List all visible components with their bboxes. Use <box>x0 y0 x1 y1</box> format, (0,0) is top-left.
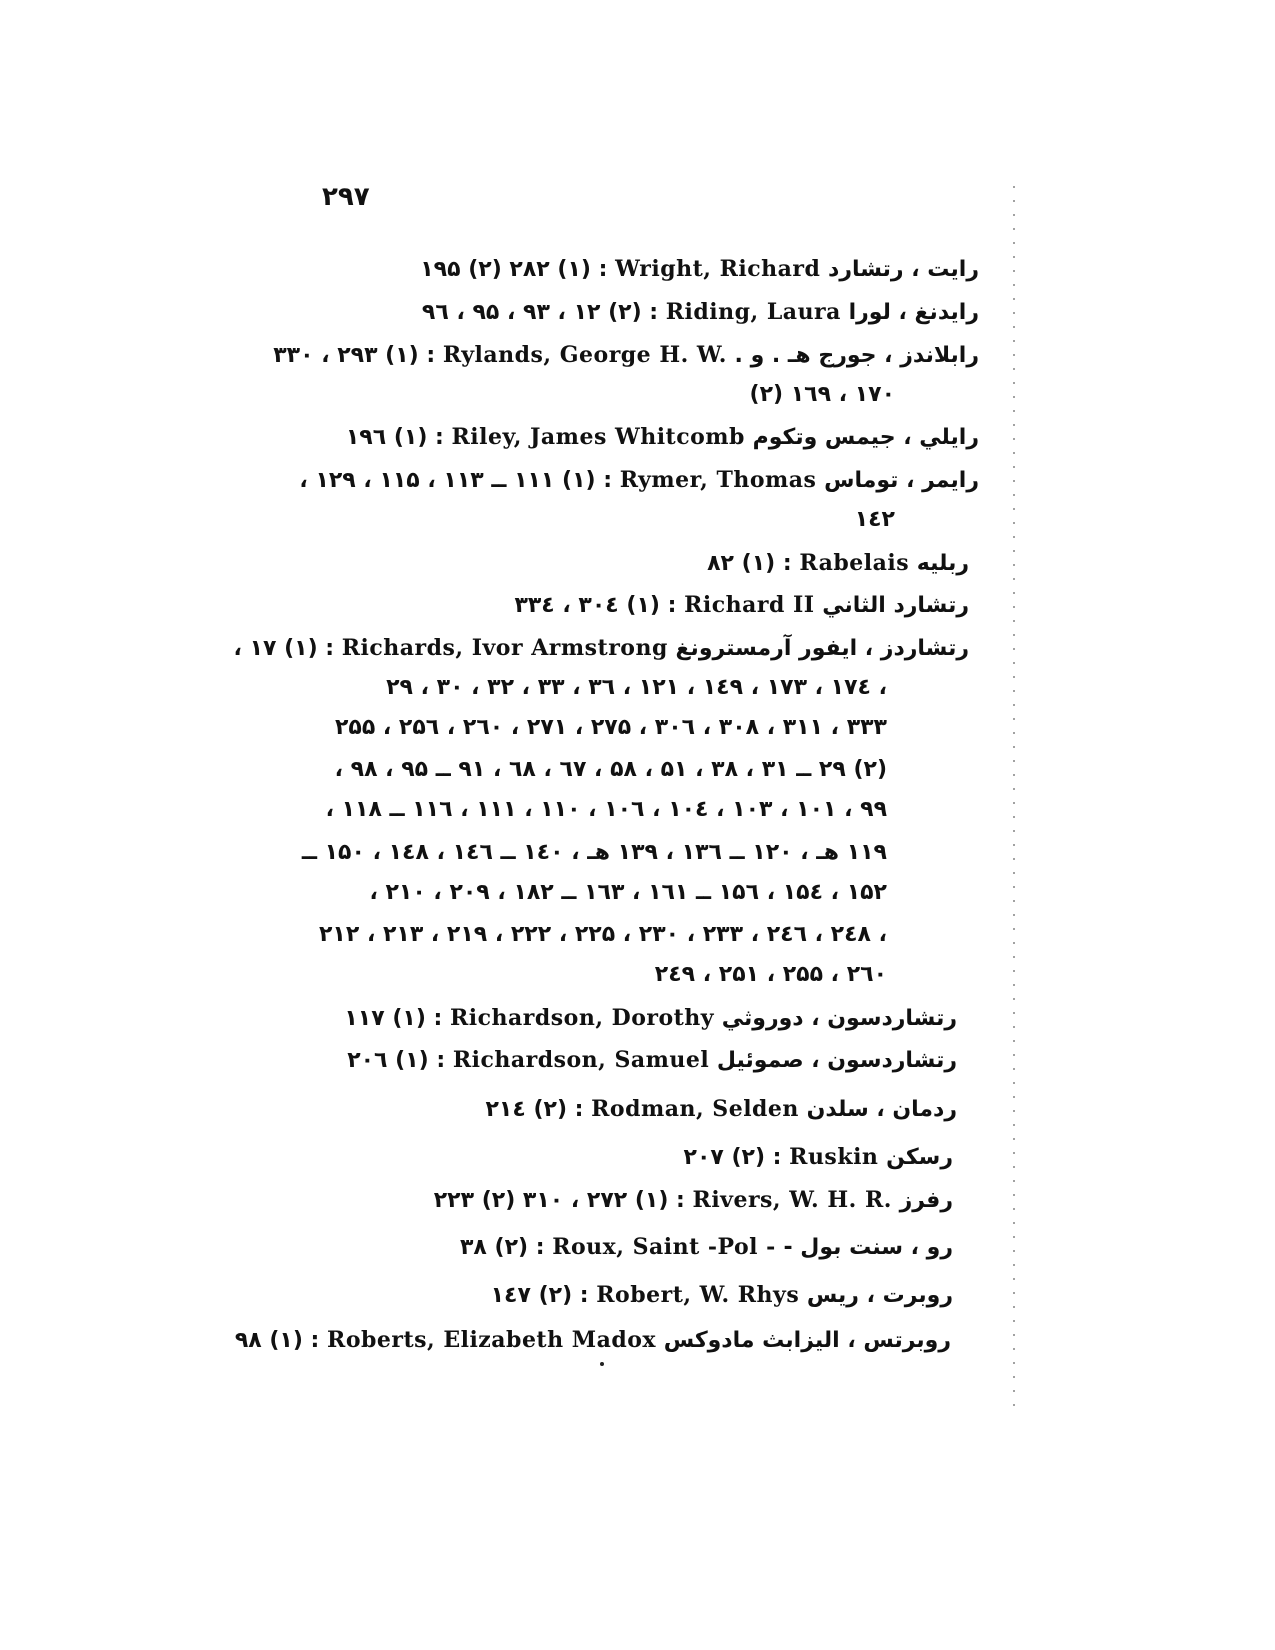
entry-refs: : (۱) ۲۰٦ <box>347 1048 446 1073</box>
entry-refs-continued: (۲) ۲۹ ــ ۳۱ ، ۳۸ ، ۵۱ ، ۵۸ ، ٦۷ ، ٦۸ ، ۹۱ ــ ۹۵ ، ۹۸ ، <box>334 757 887 782</box>
entry-refs: : (۱) ۲۸۲ (۲) ۱۹۵ <box>420 257 608 282</box>
index-entry-riding <box>422 297 979 328</box>
index-entry-rymer <box>299 465 979 496</box>
index-entry-richardson-dorothy <box>344 1003 957 1034</box>
entry-refs: : (۲) ۳۸ <box>460 1235 545 1260</box>
index-entry-roberts <box>235 1325 951 1356</box>
entry-refs-continued: ۲۹ ، ۳۰ ، ۳۲ ، ۳۳ ، ۳٦ ، ۱۲۱ ، ۱٤۹ ، ۱۷۳ ، ۱۷٤ ، <box>386 675 887 700</box>
entry-arabic-name: رايدنغ ، لورا <box>848 300 979 325</box>
index-entry-rylands <box>273 340 979 371</box>
entry-refs: : (۱) ۱۷ ، <box>233 636 335 661</box>
entry-latin-name: Roberts, Elizabeth Madox <box>327 1327 657 1353</box>
entry-latin-name: Richardson, Samuel <box>452 1047 710 1073</box>
entry-refs-continued: ۲۵۵ ، ۲۵٦ ، ۲٦۰ ، ۲۷۱ ، ۲۷۵ ، ۳۰٦ ، ۳۰۸ ، ۳۱۱ ، ۳۳۳ <box>334 715 887 740</box>
entry-refs-continued: ۲۱۲ ، ۲۱۳ ، ۲۱۹ ، ۲۲۲ ، ۲۲۵ ، ۲۳۰ ، ۲۳۳ ، ۲٤٦ ، ۲٤۸ ، <box>319 922 887 947</box>
entry-arabic-name: رفرز <box>899 1188 953 1213</box>
index-entry-richard-ii <box>514 590 969 621</box>
entry-arabic-name: رو ، سنت بول - <box>783 1235 953 1260</box>
index-entry-continuation <box>386 673 887 703</box>
entry-latin-name: Rymer, Thomas <box>619 467 817 493</box>
index-entry-rivers <box>434 1185 953 1216</box>
index-entry-continuation <box>335 755 887 785</box>
entry-latin-name: Richard II <box>684 592 815 618</box>
entry-refs: : (۱) ۱۱۷ <box>344 1006 443 1031</box>
index-entry-continuation <box>750 380 895 410</box>
entry-latin-name: Riley, James Whitcomb <box>451 424 745 450</box>
index-entry-rodman <box>485 1094 957 1125</box>
entry-arabic-name: رتشاردز ، ايفور آرمسترونغ <box>675 636 969 661</box>
entry-arabic-name: رايمر ، توماس <box>824 468 979 493</box>
entry-latin-name: Richardson, Dorothy <box>450 1005 715 1031</box>
entry-refs-continued: (۲) ۱٦۹ ، ۱۷۰ <box>749 382 895 407</box>
entry-refs: : (۱) ۸۲ <box>707 551 792 576</box>
index-entry-richardson-samuel <box>347 1045 957 1076</box>
index-entry-rabelais <box>707 548 969 579</box>
entry-arabic-name: رابلاندز ، جورج هـ . و . <box>734 343 979 368</box>
entry-arabic-name: روبرت ، ريس <box>806 1283 953 1308</box>
stray-dot <box>600 1362 604 1366</box>
entry-latin-name: Ruskin <box>789 1144 879 1170</box>
entry-refs: : (۱) ۲۹۳ ، ۳۳۰ <box>273 343 436 368</box>
entry-refs: : (۱) ۱۹٦ <box>345 425 444 450</box>
entry-refs: : (۱) ۱۱۱ ــ ۱۱۳ ، ۱۱۵ ، ۱۲۹ ، <box>299 468 613 493</box>
index-entry-wright <box>420 254 979 285</box>
index-entry-continuation <box>369 878 887 908</box>
entry-arabic-name: رتشاردسون ، صموئيل <box>716 1048 957 1073</box>
entry-latin-name: Rylands, George H. W. <box>442 342 727 368</box>
entry-arabic-name: رتشاردسون ، دوروثي <box>721 1006 957 1031</box>
entry-latin-name: Rivers, W. H. R. <box>692 1187 892 1213</box>
entry-refs: : (۱) ۹۸ <box>234 1328 320 1353</box>
entry-refs-continued: ۹۹ ، ۱۰۱ ، ۱۰۳ ، ۱۰٤ ، ۱۰٦ ، ۱۱۰ ، ۱۱۱ ، ۱۱٦ ــ ۱۱۸ ، <box>325 797 887 822</box>
entry-latin-name: Robert, W. Rhys <box>596 1282 800 1308</box>
index-entry-richards <box>234 633 969 664</box>
entry-arabic-name: روبرتس ، اليزابث مادوكس <box>663 1328 951 1353</box>
entry-refs-continued: ۱۵۲ ، ۱۵٤ ، ۱۵٦ ــ ۱٦۱ ، ۱٦۳ ــ ۱۸۲ ، ۲۰۹ ، ۲۱۰ ، <box>369 880 887 905</box>
index-entry-robert <box>491 1280 953 1311</box>
index-entry-continuation <box>326 795 887 825</box>
index-entry-continuation <box>855 505 895 535</box>
entry-latin-name: Rabelais <box>799 550 910 576</box>
margin-dotted-rule <box>1013 180 1015 1410</box>
index-entry-riley <box>346 422 979 453</box>
entry-latin-name: Richards, Ivor Armstrong <box>341 635 668 661</box>
index-entry-continuation <box>655 960 887 990</box>
entry-arabic-name: ردمان ، سلدن <box>806 1097 957 1122</box>
index-entry-continuation <box>319 920 887 950</box>
entry-refs-continued: ۱٤۲ <box>854 507 895 532</box>
entry-refs: : (۲) ۲۱٤ <box>485 1097 584 1122</box>
entry-latin-name: Wright, Richard <box>615 256 821 282</box>
index-entry-continuation <box>302 838 887 868</box>
entry-refs: : (۱) ۳۰٤ ، ۳۳٤ <box>514 593 677 618</box>
entry-arabic-name: رسكن <box>886 1145 953 1170</box>
index-entry-ruskin <box>684 1142 953 1173</box>
index-entry-roux <box>460 1232 953 1263</box>
entry-refs-continued: ۱۱۹ هـ ، ۱۲۰ ــ ۱۳٦ ، ۱۳۹ هـ ، ۱٤۰ ــ ۱٤٦ ، ۱٤۸ ، ۱۵۰ ــ <box>301 840 887 865</box>
entry-latin-name: Rodman, Selden <box>591 1096 799 1122</box>
entry-arabic-name: رايت ، رتشارد <box>828 257 979 282</box>
entry-refs: : (۱) ۲۷۲ ، ۳۱۰ (۲) ۲۲۳ <box>433 1188 685 1213</box>
entry-refs-continued: ۲٤۹ ، ۲۵۱ ، ۲۵۵ ، ۲٦۰ <box>654 962 887 987</box>
entry-latin-name: Riding, Laura <box>665 299 841 325</box>
index-entry-continuation <box>335 713 887 743</box>
entry-arabic-name: رتشارد الثاني <box>822 593 969 618</box>
entry-refs: : (۲) ۱۲ ، ۹۳ ، ۹۵ ، ۹٦ <box>421 300 659 325</box>
page-number: ۲۹۷ <box>322 182 370 212</box>
entry-refs: : (۲) ۲۰۷ <box>683 1145 782 1170</box>
entry-arabic-name: رايلي ، جيمس وتكوم <box>752 425 979 450</box>
entry-refs: : (۲) ۱٤۷ <box>490 1283 589 1308</box>
entry-arabic-name: ربليه <box>916 551 969 576</box>
entry-latin-name: Roux, Saint -Pol - <box>552 1234 776 1260</box>
